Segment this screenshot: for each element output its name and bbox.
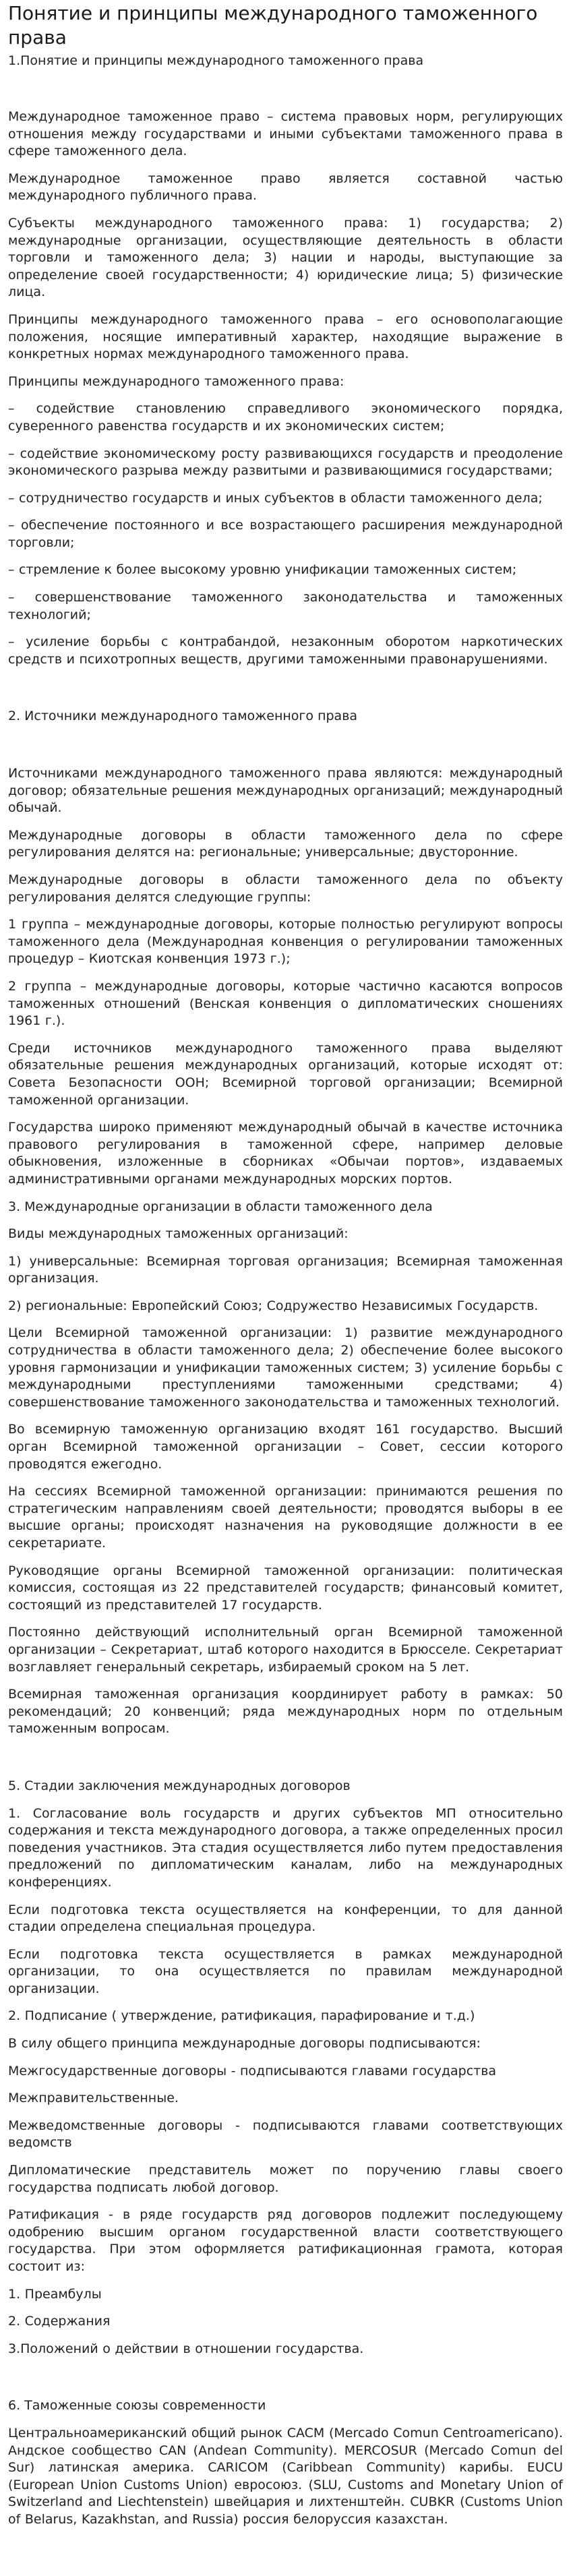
list-item: 2. Содержания <box>8 2314 111 2329</box>
section-1 <box>8 109 563 668</box>
spacer <box>8 69 563 109</box>
page-title: Понятие и принципы международного таможенного права <box>8 2 538 49</box>
paragraph: На сессиях Всемирной таможенной организации: принимаются решения по стратегическим направлениям своей деятельности; проводятся выборы в ее высшие органы; происходят назначения на руководящие должности в ее секретариате. <box>8 1484 563 1551</box>
paragraph: 2 группа – международные договоры, которые частично касаются вопросов таможенных отношений (Венская конвенция о дипломатических сношениях 1961 г.). <box>8 978 563 1029</box>
paragraph: Субъекты международного таможенного права: 1) государства; 2) международные организации, осуществляющие деятельность в области торговли и таможенного дела; 3) нации и народы, выступающие за определение своей государственности; 4) юридические лица; 5) физические лица. <box>8 215 563 300</box>
paragraph: Международное таможенное право – система правовых норм, регулирующих отношения между государствами и иными субъектами таможенного права в сфере таможенного дела. <box>8 109 563 159</box>
paragraph: Если подготовка текста осуществляется на конференции, то для данной стадии определена специальная процедура. <box>8 1902 563 1935</box>
paragraph: Принципы международного таможенного права – его основополагающие положения, носящие императивный характер, находящие выражение в конкретных нормах международного таможенного права. <box>8 311 563 362</box>
list-item: 3.Положений о действии в отношении государства. <box>8 2341 364 2356</box>
list-item: – совершенствование таможенного законодательства и таможенных технологий; <box>8 590 563 622</box>
list-item: – стремление к более высокому уровню унификации таможенных систем; <box>8 562 517 578</box>
paragraph: Дипломатические представитель может по поручению главы своего государства подписать любой договор. <box>8 2163 563 2195</box>
paragraph: Межведомственные договоры - подписываются главами соответствующих ведомств <box>8 2118 563 2151</box>
paragraph: Международные договоры в области таможенного дела по сфере регулирования делятся на: региональные; универсальные; двусторонние. <box>8 827 563 860</box>
paragraph: Во всемирную таможенную организацию входят 161 государство. Высший орган Всемирной таможенной организации – Совет, сессии которого проводятся ежегодно. <box>8 1422 563 1472</box>
paragraph: Руководящие органы Всемирной таможенной организации: политическая комиссия, состоящая из 22 представителей государств; финансовый комитет, состоящий из представителей 17 государств. <box>8 1563 563 1613</box>
section-6-heading: 6. Таможенные союзы современности <box>8 2398 266 2414</box>
section-3 <box>8 1199 563 1738</box>
paragraph: Если подготовка текста осуществляется в рамках международной организации, то она осуществляется по правилам международной организации. <box>8 1946 563 1996</box>
list-item: – содействие становлению справедливого экономического порядка, суверенного равенства государств и их экономических систем; <box>8 401 563 433</box>
section-5 <box>8 1778 563 2358</box>
paragraph: Виды международных таможенных организаций: <box>8 1226 349 1242</box>
list-item: – содействие экономическому росту развивающихся государств и преодоление экономического разрыва между развитыми и развивающимися государствами; <box>8 446 563 479</box>
section-6 <box>8 2397 563 2528</box>
paragraph: 1. Согласование воль государств и других субъектов МП относительно содержания и текста международного договора, а также определенных просил поведения участников. Эта стадия осуществляется либо путем предоставления предложений по дипломатическим каналам, либо на международных конференциях. <box>8 1805 563 1890</box>
paragraph: 1 группа – международные договоры, которые полностью регулируют вопросы таможенного дела (Международная конвенция о регулировании таможенных процедур – Киотская конвенция 1973 г.); <box>8 917 563 967</box>
section-3-heading: 3. Международные организации в области таможенного дела <box>8 1199 433 1214</box>
paragraph: Источниками международного таможенного права являются: международный договор; обязательные решения международных организаций; международный обычай. <box>8 766 563 816</box>
paragraph: 1) универсальные: Всемирная торговая организация; Всемирная таможенная организация. <box>8 1253 563 1286</box>
spacer <box>8 678 563 708</box>
section-2-heading: 2. Источники международного таможенного права <box>8 709 358 724</box>
paragraph: Ратификация - в ряде государств ряд договоров подлежит последующему одобрению высшим органом государственной власти соответствующего государства. При этом оформляется ратификационная грамота, которая состоит из: <box>8 2207 563 2274</box>
list-item: – усиление борьбы с контрабандой, незаконным оборотом наркотических средств и психотропных веществ, другими таможенными правонарушениями. <box>8 634 563 667</box>
paragraph: Цели Всемирной таможенной организации: 1) развитие международного сотрудничества в области таможенного дела; 2) обеспечение более высокого уровня гармонизации и унификации таможенных систем; 3) усиление борьбы с международными преступлениями таможенными средствами; 4) совершенствование таможенного законодательства и таможенных технологий. <box>8 1325 563 1410</box>
paragraph: Центральноамериканский общий рынок CACM (Mercado Comun Centroamericano). Андское сообщество CAN (Andean Community). MERCOSUR (Mercado Comun del Sur) латинская америка. CARICOM (Caribbean Community) карибы. EUCU (European Union Customs Union) евросоюз. (SLU, Customs and Monetary Union of Switzerland and Liechtenstein) швейцария и лихтенштейн. CUBKR (Customs Union of Belarus, Kazakhstan, and Russia) россия белоруссия казахстан. <box>8 2425 563 2527</box>
paragraph: Межправительственные. <box>8 2091 179 2106</box>
paragraph: Среди источников международного таможенного права выделяют обязательные решения международных организаций, которые исходят от: Совета Безопасности ООН; Всемирной торговой организации; Всемирной таможенной организации. <box>8 1040 563 1108</box>
spacer <box>8 2368 563 2397</box>
section-5-heading: 5. Стадии заключения международных договоров <box>8 1778 351 1793</box>
list-item: – обеспечение постоянного и все возрастающего расширения международной торговли; <box>8 518 563 550</box>
paragraph: Государства широко применяют международный обычай в качестве источника правового регулирования в таможенной сфере, например деловые обыкновения, изложенные в сборниках «Обычаи портов», издаваемых административными органами международных морских портов. <box>8 1120 563 1187</box>
spacer <box>8 736 563 765</box>
paragraph: В силу общего принципа международные договоры подписываются: <box>8 2036 481 2051</box>
paragraph: 2. Подписание ( утверждение, ратификация, парафирование и т.д.) <box>8 2008 475 2024</box>
paragraph: Международное таможенное право является составной частью международного публичного права. <box>8 171 563 204</box>
section-2 <box>8 708 563 1188</box>
paragraph: Межгосударственные договоры - подписываются главами государства <box>8 2063 497 2078</box>
paragraph: Международные договоры в области таможенного дела по объекту регулирования делятся следующие группы: <box>8 872 563 905</box>
paragraph: 2) региональные: Европейский Союз; Содружество Независимых Государств. <box>8 1298 539 1313</box>
paragraph: Принципы международного таможенного права: <box>8 373 344 389</box>
spacer <box>8 1748 563 1778</box>
section-1-title: 1.Понятие и принципы международного таможенного права <box>8 53 424 68</box>
paragraph: Всемирная таможенная организация координирует работу в рамках: 50 рекомендаций; 20 конвенций; ряда международных норм по отдельным таможенным вопросам. <box>8 1687 563 1737</box>
paragraph: Постоянно действующий исполнительный орган Всемирной таможенной организации – Секретариат, штаб которого находится в Брюсселе. Секретариат возглавляет генеральный секретарь, избираемый сроком на 5 лет. <box>8 1625 563 1675</box>
list-item: – сотрудничество государств и иных субъектов в области таможенного дела; <box>8 490 543 506</box>
list-item: 1. Преамбулы <box>8 2286 102 2302</box>
